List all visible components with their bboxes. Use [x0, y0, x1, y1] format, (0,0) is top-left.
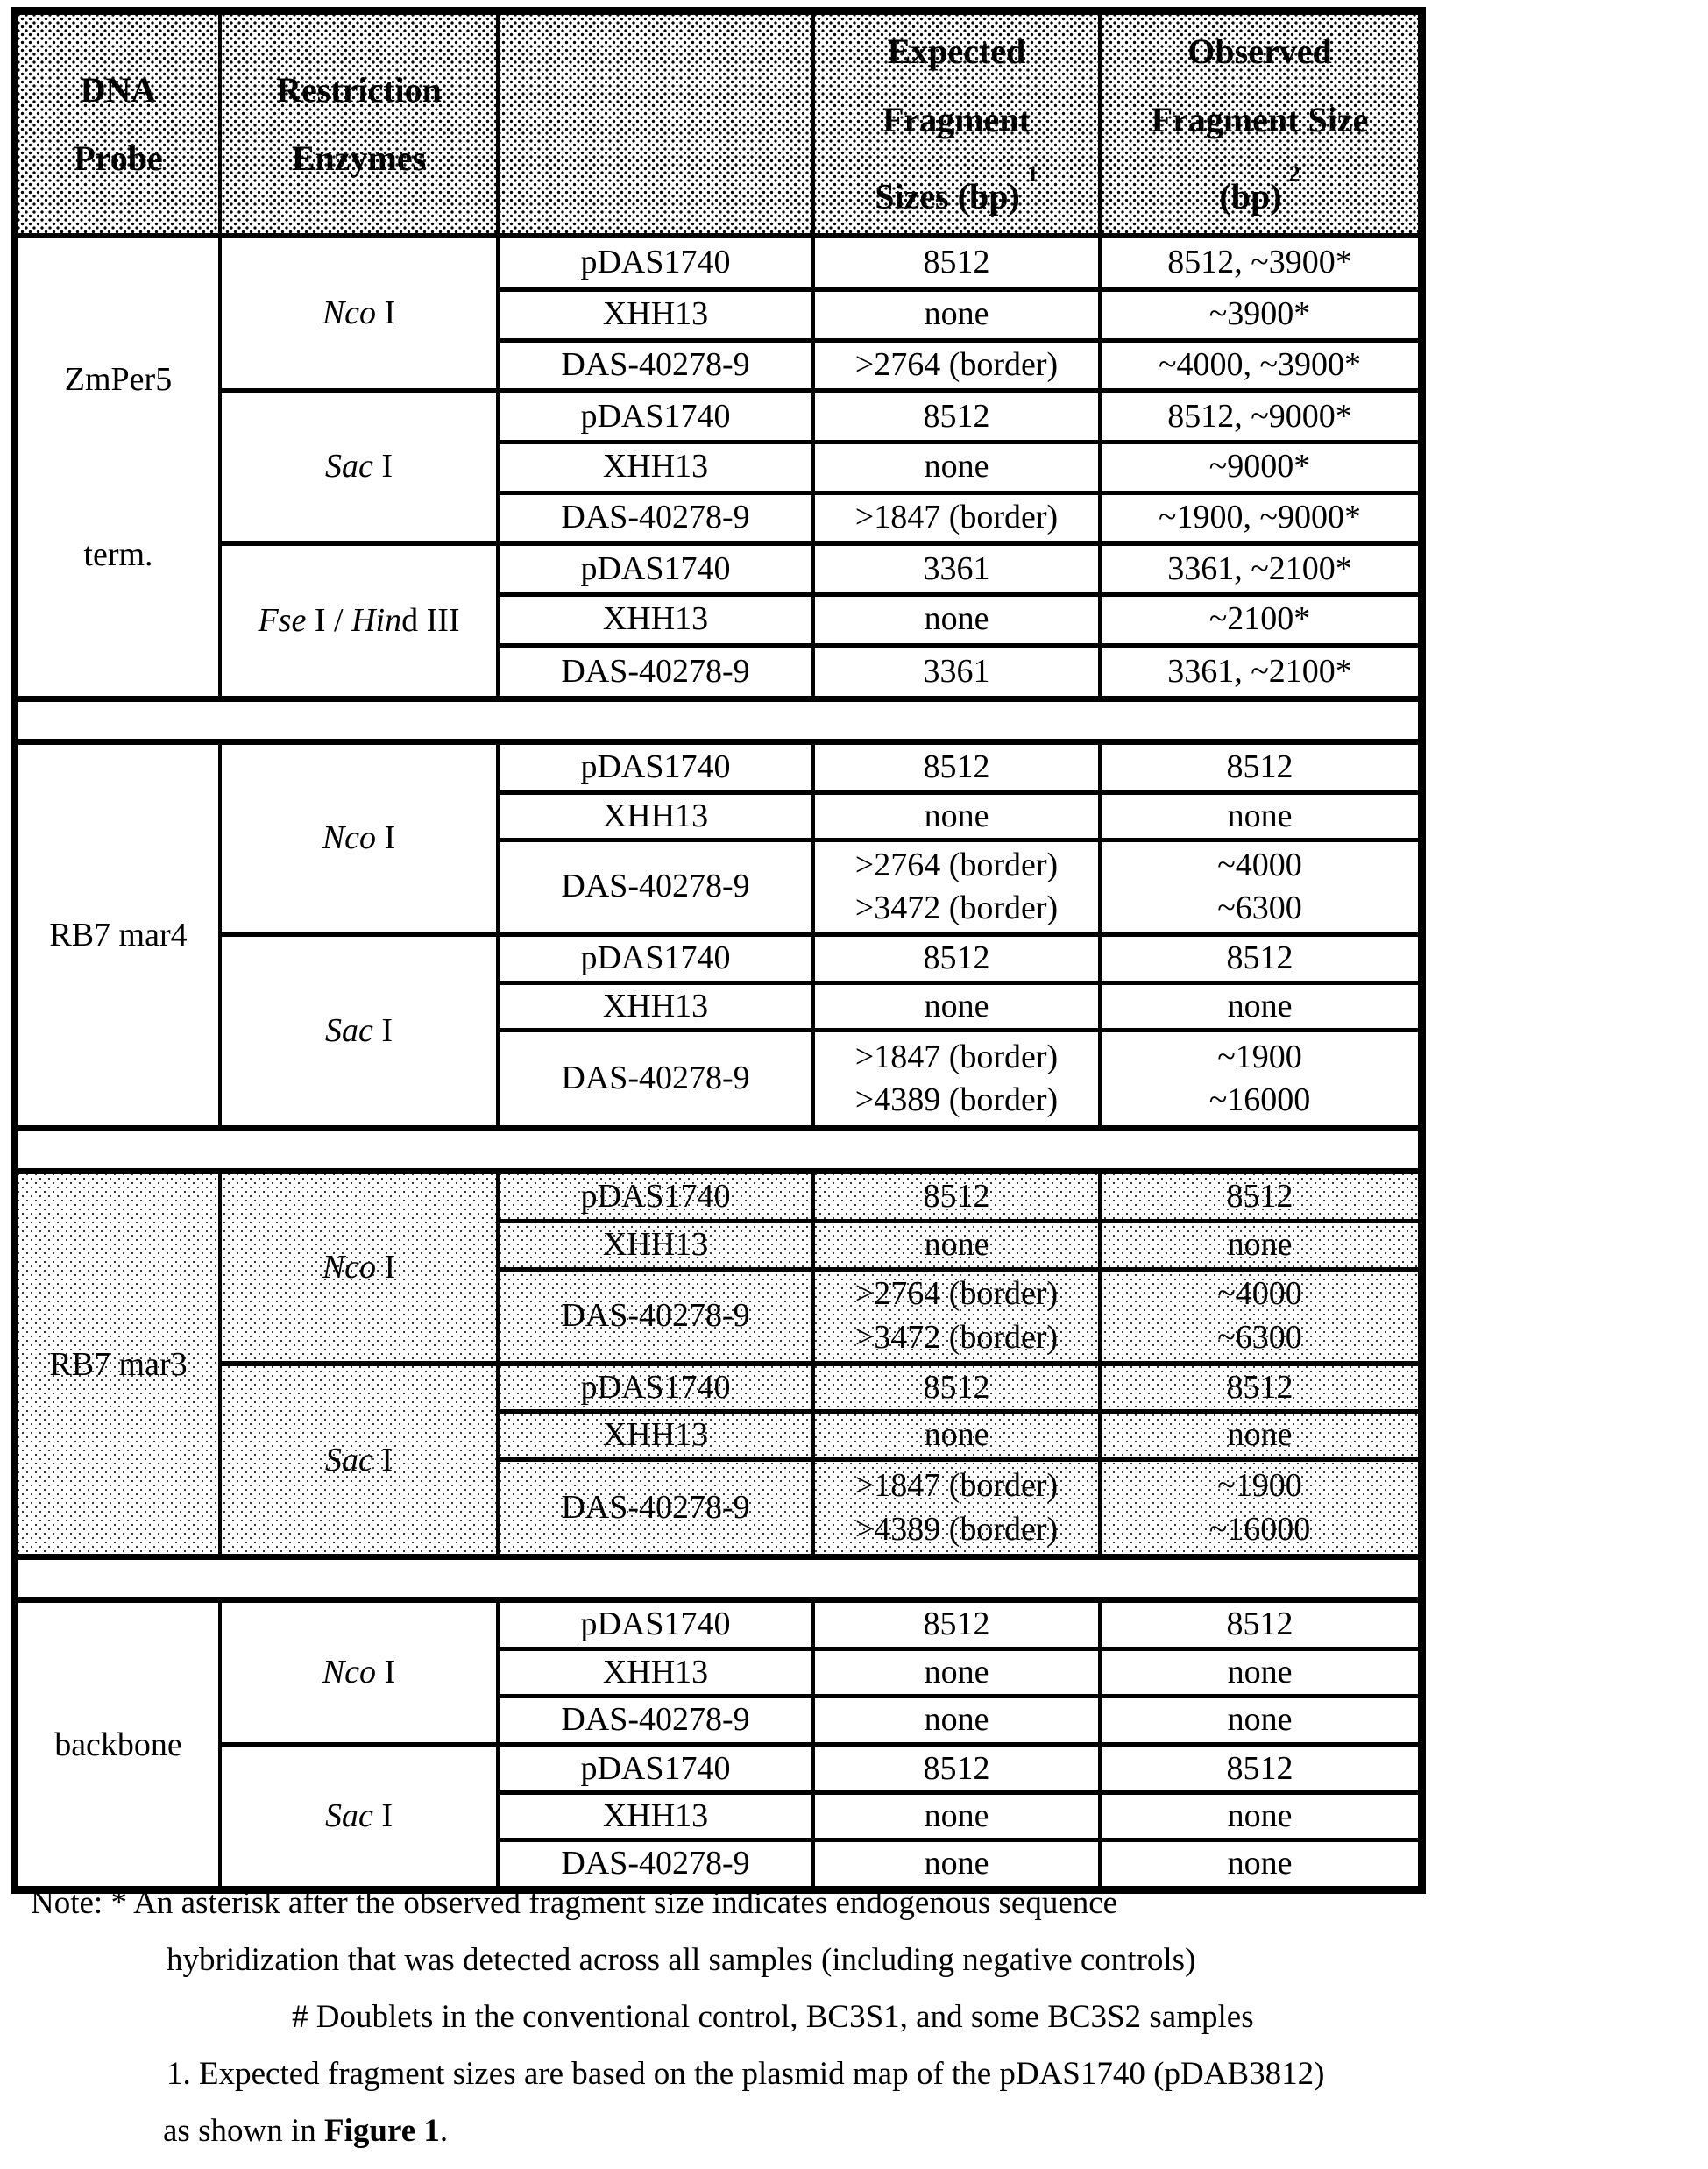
cell-sample: DAS-40278-9: [498, 1459, 813, 1554]
cell-expected: >1847 (border) >4389 (border): [813, 1459, 1100, 1554]
cell-observed: ~4000, ~3900*: [1100, 340, 1418, 391]
cell-expected: 8512: [813, 1174, 1100, 1222]
cell-observed: ~1900 ~16000: [1100, 1459, 1418, 1554]
cell-expected: 3361: [813, 645, 1100, 696]
cell-probe: RB7 mar4: [49, 916, 188, 953]
table-footnotes: [31, 1884, 1704, 2169]
cell-observed: none: [1100, 1792, 1418, 1839]
note-asterisk-line2: hybridization that was detected across all samples (including negative controls): [167, 1942, 1196, 1978]
cell-observed: 8512, ~3900*: [1100, 238, 1418, 289]
cell-sample: DAS-40278-9: [498, 840, 813, 934]
cell-enzyme: Fse I / Hind III: [220, 543, 498, 696]
cell-sample: DAS-40278-9: [498, 1840, 813, 1886]
figure-1-reference: Figure 1: [323, 2113, 440, 2149]
cell-sample: XHH13: [498, 1222, 813, 1269]
cell-expected: none: [813, 594, 1100, 645]
cell-observed: none: [1100, 1697, 1418, 1745]
cell-expected: none: [813, 1412, 1100, 1459]
cell-sample: pDAS1740: [498, 934, 813, 982]
footnote-marker-2: 2: [1288, 160, 1300, 187]
cell-observed: 8512: [1100, 745, 1418, 792]
table-header: [18, 15, 1418, 238]
cell-observed: ~3900*: [1100, 289, 1418, 340]
cell-sample: XHH13: [498, 1648, 813, 1696]
cell-sample: XHH13: [498, 1412, 813, 1459]
header-observed-fragment-size: Observed Fragment Size (bp)$^2$: [1100, 15, 1418, 236]
cell-expected: >2764 (border) >3472 (border): [813, 1269, 1100, 1364]
cell-sample: DAS-40278-9: [498, 1269, 813, 1364]
cell-probe: ZmPer5 term.: [64, 361, 173, 573]
header-dna-probe: DNA Probe: [74, 69, 163, 178]
cell-expected: 8512: [813, 1745, 1100, 1793]
cell-expected: none: [813, 1222, 1100, 1269]
cell-expected: >1847 (border) >4389 (border): [813, 1031, 1100, 1125]
cell-probe: RB7 mar3: [49, 1345, 188, 1383]
cell-observed: ~1900, ~9000*: [1100, 493, 1418, 543]
footnote-marker-1: 1: [1026, 160, 1038, 187]
note-expected-sizes: 1. Expected fragment sizes are based on the plasmid map of the pDAS1740 (pDAB3812): [167, 2056, 1325, 2092]
cell-sample: XHH13: [498, 289, 813, 340]
cell-observed: none: [1100, 1840, 1418, 1886]
cell-observed: none: [1100, 1648, 1418, 1696]
cell-expected: none: [813, 982, 1100, 1030]
section-rb7-mar4: [18, 745, 1418, 1125]
cell-observed: ~9000*: [1100, 442, 1418, 493]
cell-observed: 8512: [1100, 1364, 1418, 1412]
section-spacer: [18, 1125, 1418, 1174]
cell-expected: >2764 (border): [813, 340, 1100, 391]
cell-observed: 3361, ~2100*: [1100, 543, 1418, 594]
cell-expected: none: [813, 1840, 1100, 1886]
cell-observed: 8512: [1100, 1174, 1418, 1222]
cell-sample: pDAS1740: [498, 238, 813, 289]
cell-probe: backbone: [54, 1726, 182, 1763]
cell-sample: DAS-40278-9: [498, 493, 813, 543]
cell-observed: none: [1100, 1412, 1418, 1459]
cell-observed: none: [1100, 982, 1418, 1030]
section-spacer: [18, 696, 1418, 745]
cell-expected: none: [813, 289, 1100, 340]
cell-expected: 8512: [813, 1603, 1100, 1648]
cell-sample: XHH13: [498, 982, 813, 1030]
cell-observed: none: [1100, 792, 1418, 840]
note-figure-reference: as shown in Figure 1.: [163, 2113, 449, 2149]
header-expected-fragment-sizes: Expected Fragment Sizes (bp)$^1$: [813, 15, 1100, 236]
cell-expected: none: [813, 1648, 1100, 1696]
southern-blot-results-table: [11, 7, 1426, 1894]
cell-sample: pDAS1740: [498, 745, 813, 792]
cell-enzyme: Nco I: [220, 745, 498, 934]
cell-sample: XHH13: [498, 792, 813, 840]
cell-expected: 8512: [813, 934, 1100, 982]
cell-expected: none: [813, 1697, 1100, 1745]
cell-sample: pDAS1740: [498, 1174, 813, 1222]
section-zmper5-term: [18, 238, 1418, 696]
cell-observed: 8512: [1100, 1603, 1418, 1648]
cell-enzyme: Sac I: [220, 1745, 498, 1886]
cell-expected: 8512: [813, 238, 1100, 289]
cell-expected: 8512: [813, 1364, 1100, 1412]
header-restriction-enzymes: Restriction Enzymes: [220, 15, 498, 236]
cell-expected: none: [813, 442, 1100, 493]
cell-sample: DAS-40278-9: [498, 1697, 813, 1745]
cell-expected: 8512: [813, 391, 1100, 442]
cell-sample: pDAS1740: [498, 1745, 813, 1793]
cell-expected: none: [813, 792, 1100, 840]
cell-enzyme: Nco I: [220, 238, 498, 391]
cell-observed: 3361, ~2100*: [1100, 645, 1418, 696]
cell-observed: 8512, ~9000*: [1100, 391, 1418, 442]
cell-sample: pDAS1740: [498, 1603, 813, 1648]
note-asterisk-line1: Note: * An asterisk after the observed fragment size indicates endogenous sequence: [31, 1885, 1118, 1921]
cell-observed: none: [1100, 1222, 1418, 1269]
cell-sample: DAS-40278-9: [498, 340, 813, 391]
cell-enzyme: Sac I: [220, 391, 498, 543]
section-rb7-mar3: [18, 1174, 1418, 1555]
cell-observed: ~1900 ~16000: [1100, 1031, 1418, 1125]
cell-enzyme: Sac I: [220, 1364, 498, 1554]
cell-enzyme: Nco I: [220, 1603, 498, 1744]
section-spacer: [18, 1554, 1418, 1603]
cell-sample: DAS-40278-9: [498, 645, 813, 696]
cell-sample: DAS-40278-9: [498, 1031, 813, 1125]
cell-sample: pDAS1740: [498, 1364, 813, 1412]
cell-expected: none: [813, 1792, 1100, 1839]
cell-sample: pDAS1740: [498, 391, 813, 442]
note-doublets: # Doublets in the conventional control, BC3S1, and some BC3S2 samples: [292, 1999, 1254, 2035]
cell-observed: ~2100*: [1100, 594, 1418, 645]
cell-observed: 8512: [1100, 1745, 1418, 1793]
section-backbone: [18, 1603, 1418, 1885]
cell-sample: XHH13: [498, 442, 813, 493]
cell-sample: pDAS1740: [498, 543, 813, 594]
cell-sample: XHH13: [498, 594, 813, 645]
cell-observed: ~4000 ~6300: [1100, 1269, 1418, 1364]
cell-expected: 3361: [813, 543, 1100, 594]
cell-sample: XHH13: [498, 1792, 813, 1839]
cell-enzyme: Nco I: [220, 1174, 498, 1364]
cell-expected: 8512: [813, 745, 1100, 792]
cell-expected: >1847 (border): [813, 493, 1100, 543]
cell-expected: >2764 (border) >3472 (border): [813, 840, 1100, 934]
cell-enzyme: Sac I: [220, 934, 498, 1124]
header-sample-blank: [498, 15, 813, 236]
cell-observed: 8512: [1100, 934, 1418, 982]
cell-observed: ~4000 ~6300: [1100, 840, 1418, 934]
